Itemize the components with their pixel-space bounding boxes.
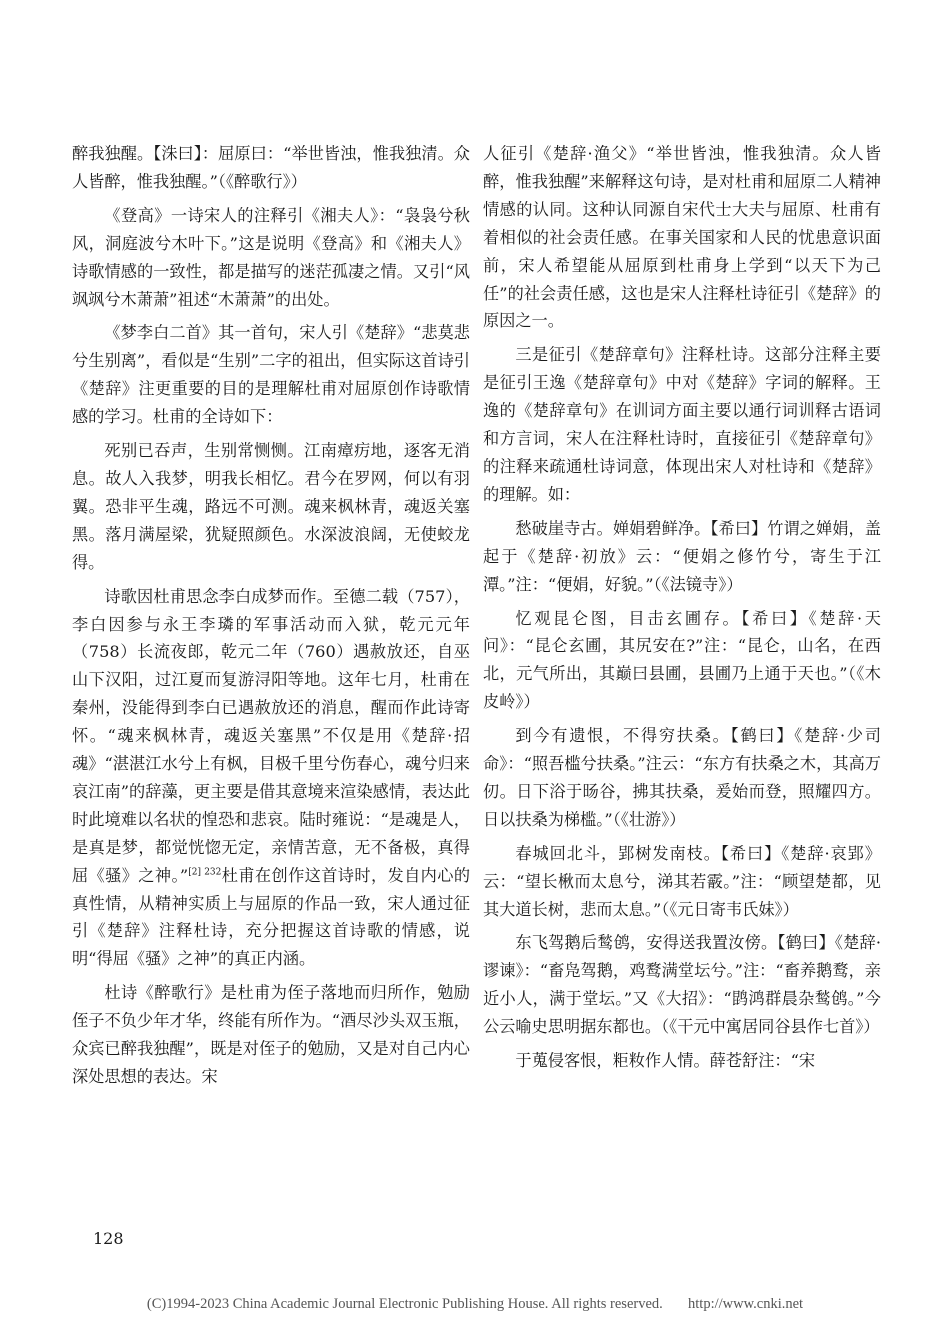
paragraph: 杜诗《醉歌行》是杜甫为侄子落地而归所作，勉励侄子不负少年才华，终能有所作为。“酒尽沙头双玉瓶，众宾已醉我独醒”，既是对侄子的勉励，又是对自己内心深处思想的表达。宋: [72, 983, 470, 1086]
paragraph: 《登高》一诗宋人的注释引《湘夫人》：“袅袅兮秋风，洞庭波兮木叶下。”这是说明《登高》和《湘夫人》诗歌情感的一致性，都是描写的迷茫孤凄之情。又引“风飒飒兮木萧萧”祖述“木萧萧”的出处。: [72, 205, 470, 309]
left-column: [72, 140, 470, 1097]
paragraph-text: 杜甫在创作这首诗时，发自内心的真性情，从精神实质上与屈原的作品一致，宋人通过征引《楚辞》注释杜诗，充分把握这首诗歌的情感，说明“得屈《骚》之神”的真正内涵。: [72, 865, 471, 969]
annotation-entry: 东飞驾鹅后鹙鸧，安得送我置汝傍。【鹤曰】《楚辞·谬谏》：“畜凫驾鹅，鸡鹜满堂坛兮。”注：“畜养鹅鹜，亲近小人，满于堂坛。”又《大招》：“鹍鸿群晨杂鹙鸧。”今公云喻史思明据东都也。（《干元中寓居同谷县作七首》）: [483, 933, 881, 1037]
footer-url[interactable]: http://www.cnki.net: [688, 1296, 804, 1312]
paragraph-text: 诗歌因杜甫思念李白成梦而作。至德二载（757），李白因参与永王李璘的军事活动而入狱，乾元元年（758）长流夜郎，乾元二年（760）遇赦放还，自巫山下汉阳，过江夏而复游浔阳等地。这年七月，杜甫在秦州，没能得到李白已遇赦放还的消息，醒而作此诗寄怀。“魂来枫林青，魂返关塞黑”不仅是用《楚辞·招魂》“湛湛江水兮上有枫，目极千里兮伤春心，魂兮归来哀江南”的辞藻，更主要是借其意境来渲染感情，表达此时此境难以名状的惶恐和悲哀。陆时雍说：“是魂是人，是真是梦，都觉恍惚无定，亲情苦意，无不备极，真得屈《骚》之神。”: [72, 586, 470, 885]
annotation-entry: 愁破崖寺古。婵娟碧鲜净。【希曰】竹谓之婵娟，盖起于《楚辞·初放》云：“便娟之修竹兮，寄生于江潭。”注：“便娟，好貌。”（《法镜寺》）: [483, 518, 881, 594]
paragraph: 三是征引《楚辞章句》注释杜诗。这部分注释主要是征引王逸《楚辞章句》中对《楚辞》字词的解释。王逸的《楚辞章句》在训词方面主要以通行词训释古语词和方言词，宋人在注释杜诗时，直接征引《楚辞章句》的注释来疏通杜诗词意，体现出宋人对杜诗和《楚辞》的理解。如：: [483, 345, 881, 504]
annotation-entry: 于蒐侵客恨，粔籹作人情。薛苍舒注：“宋: [515, 1051, 816, 1071]
annotation-entry: 到今有遗恨，不得穷扶桑。【鹤曰】《楚辞·少司命》：“照吾槛兮扶桑。”注云：“东方有扶桑之木，其高万仞。日下浴于旸谷，拂其扶桑，爰始而登，照耀四方。日以扶桑为梯槛。”（《壮游》）: [483, 726, 881, 829]
annotation-entry: 忆观昆仑图，目击玄圃存。【希曰】《楚辞·天问》：“昆仑玄圃，其尻安在?”注：“昆仑，山名，在西北，元气所出，其巅曰县圃，县圃乃上通于天也。”（《木皮岭》）: [483, 608, 881, 712]
annotation-entry: 春城回北斗，郢树发南枝。【希曰】《楚辞·哀郢》云：“望长楸而太息兮，涕其若霰。”注：“顾望楚都，见其大道长树，悲而太息。”（《元日寄韦氏妹》）: [483, 843, 881, 919]
paragraph: 人征引《楚辞·渔父》“举世皆浊，惟我独清。众人皆醉，惟我独醒”来解释这句诗，是对杜甫和屈原二人精神情感的认同。这种认同源自宋代士大夫与屈原、杜甫有着相似的社会责任感。在事关国家和人民的忧患意识面前，宋人希望能从屈原到杜甫身上学到“以天下为己任”的社会责任感，这也是宋人注释杜诗征引《楚辞》的原因之一。: [483, 144, 881, 331]
paragraph: 醉我独醒。【洙曰】：屈原曰：“举世皆浊，惟我独清。众人皆醉，惟我独醒。”（《醉歌行》）: [72, 144, 470, 191]
poem-quote: 死别已吞声，生别常恻恻。江南瘴疠地，逐客无消息。故人入我梦，明我长相忆。君今在罗网，何以有羽翼。恐非平生魂，路远不可测。魂来枫林青，魂返关塞黑。落月满屋梁，犹疑照颜色。水深波浪阔，无使蛟龙得。: [72, 441, 470, 572]
copyright-text: (C)1994-2023 China Academic Journal Electronic Publishing House. All rights reserved.: [146, 1296, 663, 1312]
paragraph: 《梦李白二首》其一首句，宋人引《楚辞》“悲莫悲兮生别离”，看似是“生别”二字的祖出，但实际这首诗引《楚辞》注更重要的目的是理解杜甫对屈原创作诗歌情感的学习。杜甫的全诗如下：: [72, 323, 470, 427]
citation-superscript: [2] 232: [188, 867, 222, 878]
right-column: [483, 140, 881, 1081]
paragraph: [72, 583, 470, 974]
copyright-footer: [0, 1296, 950, 1313]
page-number: 128: [93, 1229, 124, 1248]
